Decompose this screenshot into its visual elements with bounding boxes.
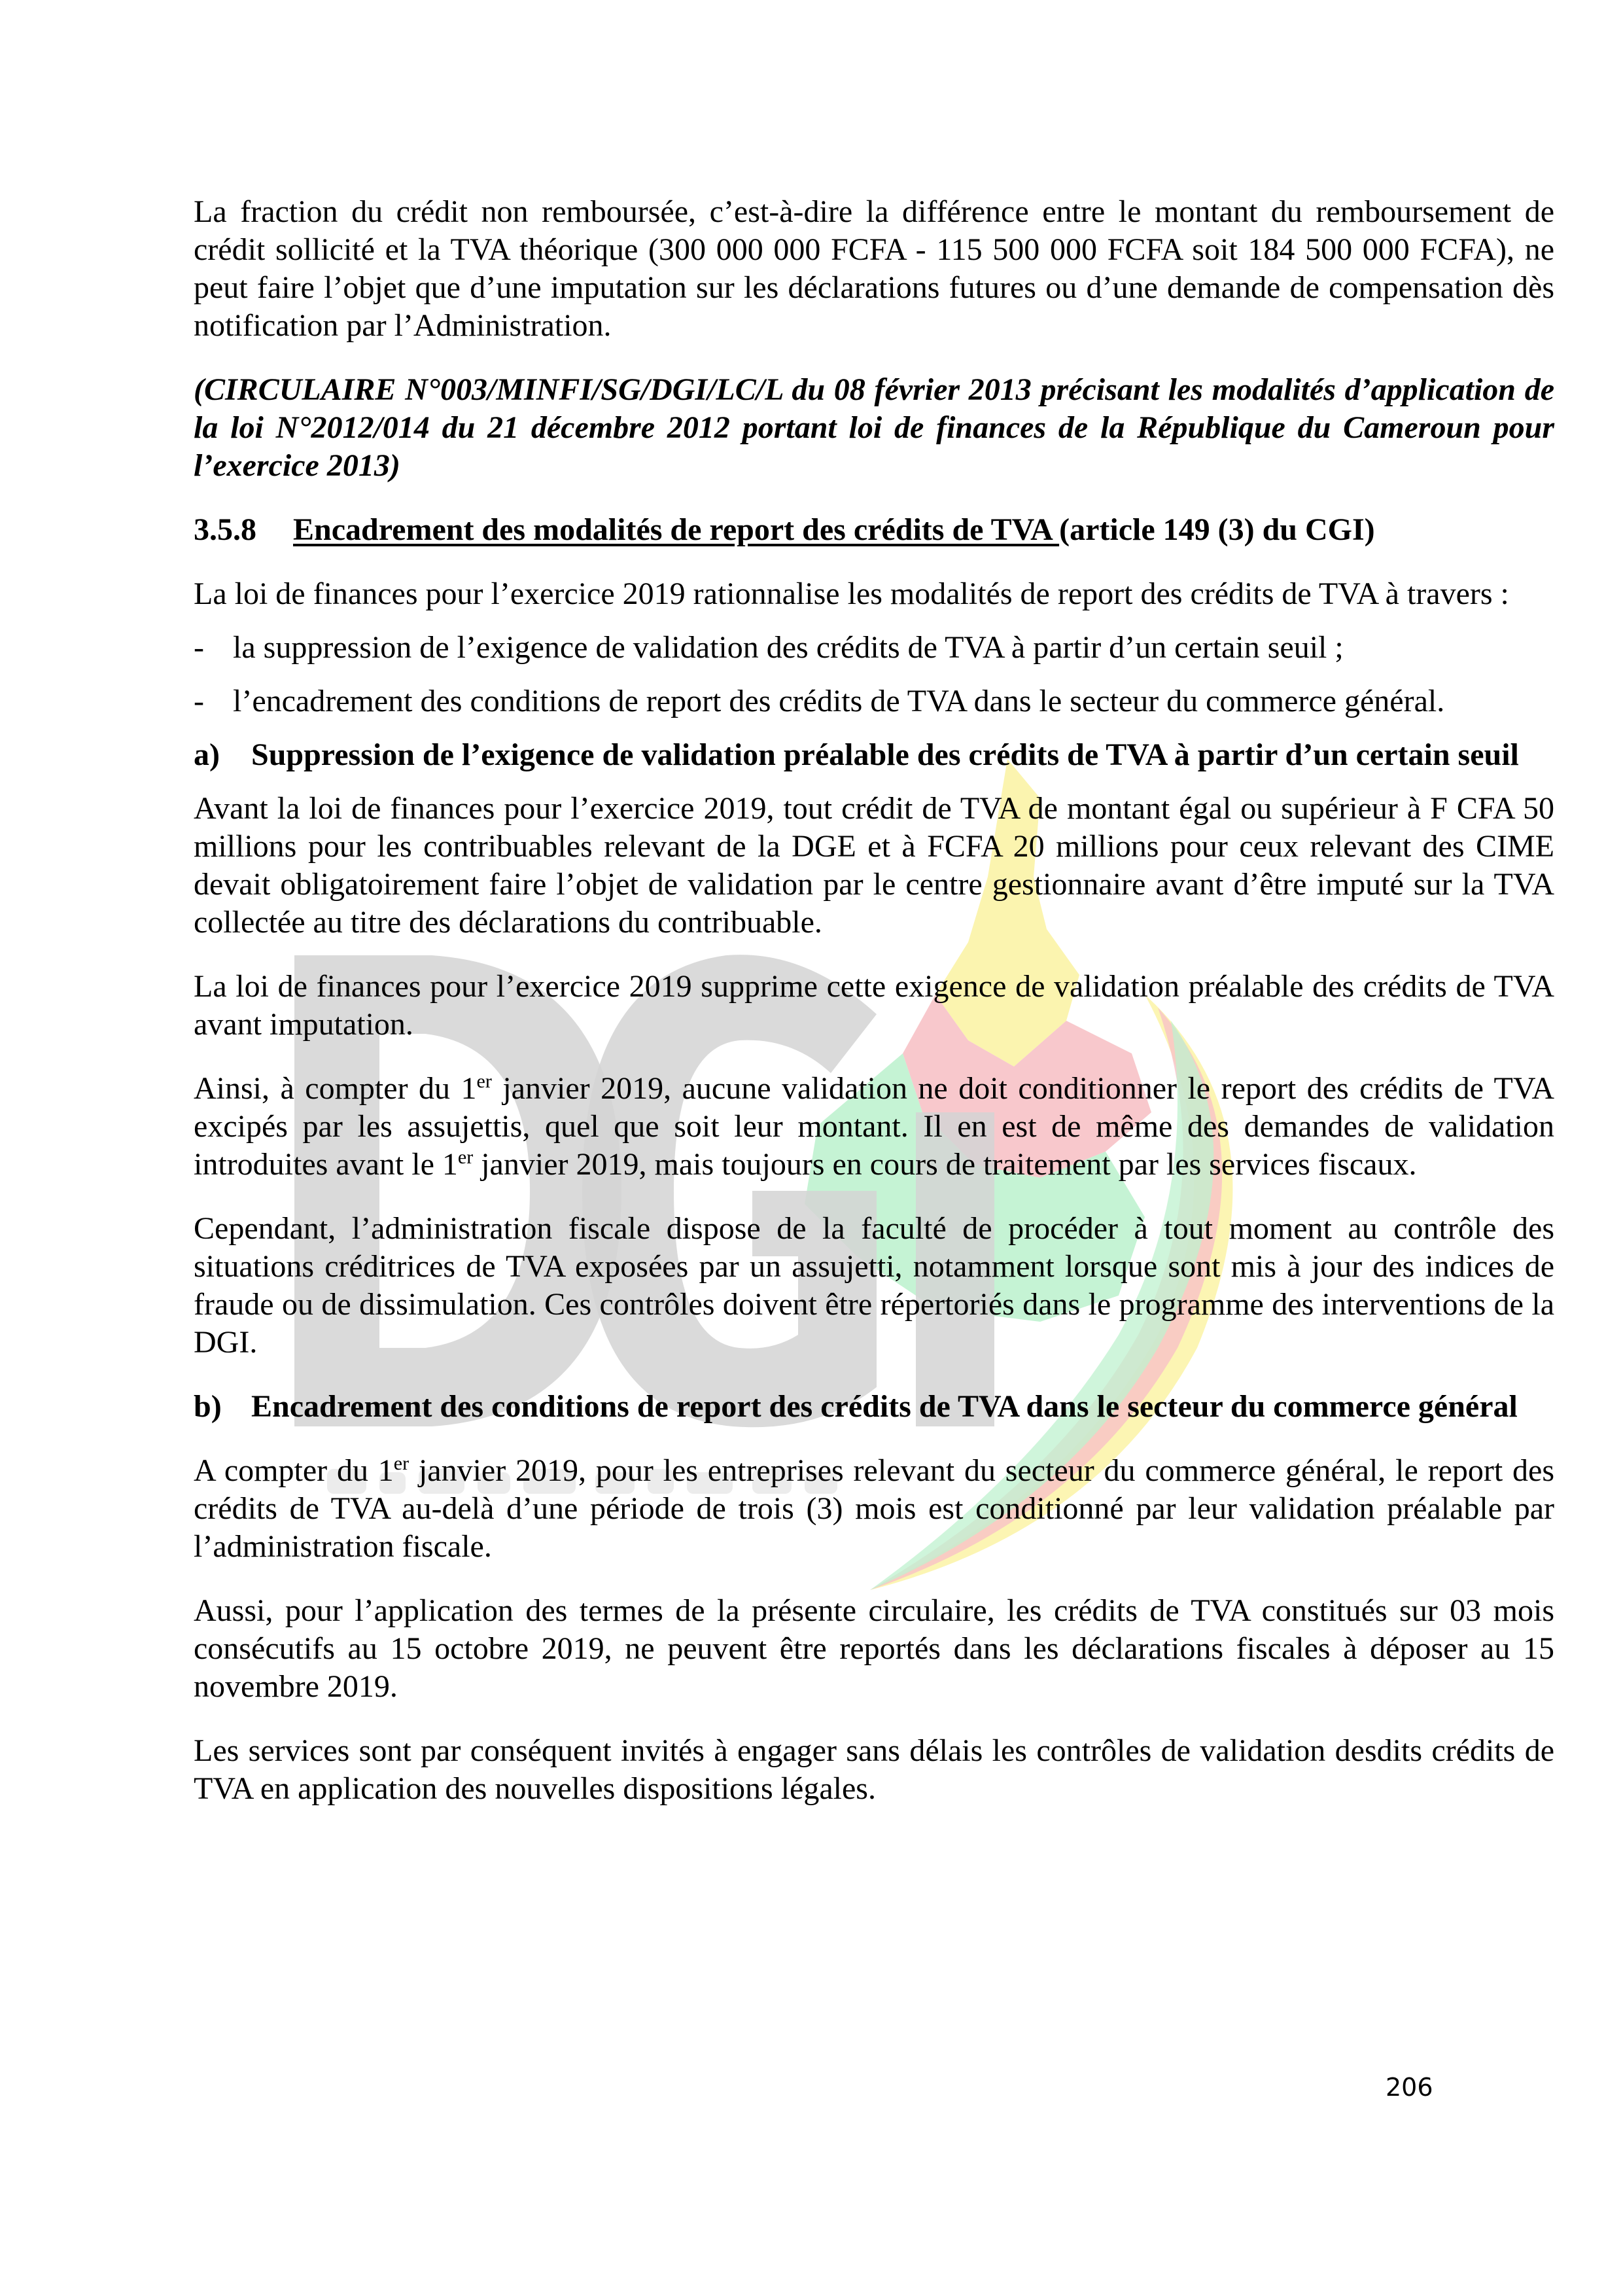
subsection-letter: b) bbox=[194, 1389, 222, 1424]
section-title-wrap bbox=[293, 511, 1375, 549]
subsection-b-heading bbox=[194, 1388, 1554, 1426]
bullet-text: la suppression de l’exigence de validation des crédits de TVA à partir d’un certain seuil ; bbox=[233, 630, 1344, 665]
subsection-letter: a) bbox=[194, 737, 220, 772]
section-number: 3.5.8 bbox=[194, 512, 256, 547]
bullet-text: l’encadrement des conditions de report des crédits de TVA dans le secteur du commerce général. bbox=[233, 684, 1445, 718]
subsection-title: Suppression de l’exigence de validation préalable des crédits de TVA à partir d’un certain seuil bbox=[251, 737, 1519, 772]
document-body bbox=[194, 193, 1554, 1834]
section-title: Encadrement des modalités de report des crédits de TVA bbox=[293, 512, 1060, 547]
subsection-b-paragraph-1 bbox=[194, 1452, 1554, 1566]
paragraph-credit-fraction: La fraction du crédit non remboursée, c’est-à-dire la différence entre le montant du remboursement de crédit sollicité et la TVA théorique (300 000 000 FCFA - 115 500 000 FCFA soit 184 500 000 FCFA), ne peut faire l’objet que d’une imputation sur les déclarations futures ou d’une demande de compensation dès notification par l’Administration. bbox=[194, 194, 1554, 343]
text-run: A compter du 1 bbox=[194, 1453, 394, 1488]
subsection-a-paragraph-2: La loi de finances pour l’exercice 2019 supprime cette exigence de validation préalable des crédits de TVA avant imputation. bbox=[194, 969, 1554, 1042]
superscript: er bbox=[457, 1146, 474, 1168]
text-run: janvier 2019, mais toujours en cours de traitement par les services fiscaux. bbox=[473, 1147, 1417, 1182]
text-run: janvier 2019, pour les entreprises relevant du secteur du commerce général, le report des crédits de TVA au-delà d’une période de trois (3) mois est conditionné par leur validation préalable par l’administration fiscale. bbox=[194, 1453, 1555, 1564]
text-run: janvier 2019, aucune validation ne doit conditionner le report des crédits de TVA excipés par les assujettis, quel que soit leur montant. Il en est de même des demandes de validation introduites avant le 1 bbox=[194, 1071, 1554, 1182]
bullet-dash: - bbox=[194, 630, 204, 665]
superscript: er bbox=[393, 1453, 410, 1474]
text-run: Ainsi, à compter du 1 bbox=[194, 1071, 477, 1106]
list-item bbox=[194, 682, 1554, 720]
section-intro: La loi de finances pour l’exercice 2019 rationnalise les modalités de report des crédits de TVA à travers : bbox=[194, 576, 1509, 611]
section-article-ref: (article 149 (3) du CGI) bbox=[1059, 512, 1375, 547]
subsection-a-heading bbox=[194, 736, 1554, 774]
subsection-a-paragraph-3 bbox=[194, 1070, 1554, 1184]
subsection-a-paragraph-1: Avant la loi de finances pour l’exercice 2019, tout crédit de TVA de montant égal ou supérieur à F CFA 50 millions pour les contribuables relevant de la DGE et à FCFA 20 millions pour ceux relevant des CIME devait obligatoirement faire l’objet de validation par le centre gestionnaire avant d’être imputé sur la TVA collectée au titre des déclarations du contribuable. bbox=[194, 791, 1554, 940]
subsection-a-paragraph-4: Cependant, l’administration fiscale dispose de la faculté de procéder à tout moment au contrôle des situations créditrices de TVA exposées par un assujetti, notamment lorsque sont mis à jour des indices de fraude ou de dissimulation. Ces contrôles doivent être répertoriés dans le programme des interventions de la DGI. bbox=[194, 1211, 1554, 1360]
section-heading-3-5-8 bbox=[194, 511, 1554, 549]
superscript: er bbox=[476, 1070, 492, 1092]
page-number: 206 bbox=[1386, 2073, 1433, 2102]
subsection-b-paragraph-3: Les services sont par conséquent invités à engager sans délais les contrôles de validation desdits crédits de TVA en application des nouvelles dispositions légales. bbox=[194, 1733, 1554, 1806]
circular-citation: (CIRCULAIRE N°003/MINFI/SG/DGI/LC/L du 08 février 2013 précisant les modalités d’application de la loi N°2012/014 du 21 décembre 2012 portant loi de finances de la République du Cameroun pour l’exercice 2013) bbox=[194, 372, 1554, 483]
list-item bbox=[194, 629, 1554, 667]
subsection-b-paragraph-2: Aussi, pour l’application des termes de la présente circulaire, les crédits de TVA constitués sur 03 mois consécutifs au 15 octobre 2019, ne peuvent être reportés dans les déclarations fiscales à déposer au 15 novembre 2019. bbox=[194, 1593, 1554, 1704]
subsection-title: Encadrement des conditions de report des crédits de TVA dans le secteur du commerce général bbox=[251, 1389, 1518, 1424]
bullet-dash: - bbox=[194, 684, 204, 718]
